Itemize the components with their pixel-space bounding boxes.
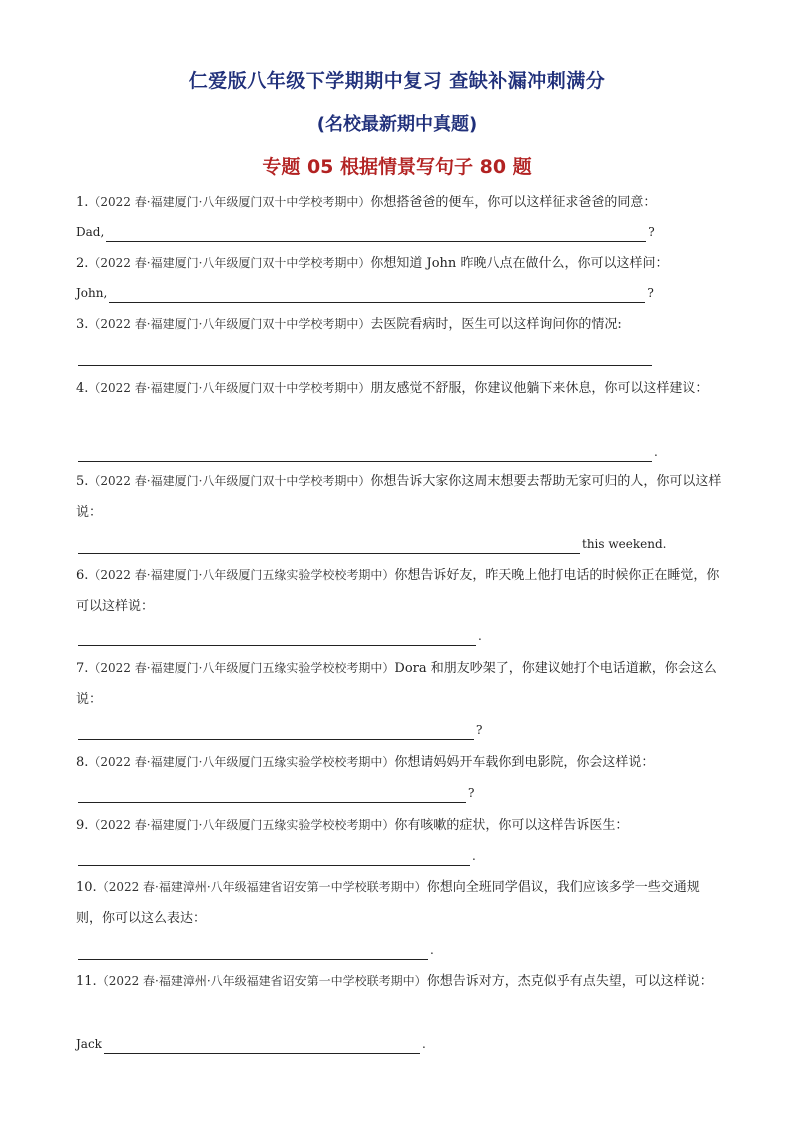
answer-blank[interactable]	[104, 1038, 420, 1054]
answer-blank[interactable]	[109, 287, 645, 303]
answer-suffix: this weekend.	[582, 537, 667, 551]
question-text: 你有咳嗽的症状，你可以这样告诉医生：	[394, 818, 629, 833]
answer-suffix: .	[421, 1037, 426, 1051]
question-source: （2022 春·福建厦门·八年级厦门双十中学校考期中）	[88, 474, 371, 488]
question-text: 你想告诉对方，杰克似乎有点失望，可以这样说：	[426, 974, 713, 989]
question-number: 1.	[76, 195, 89, 210]
answer-blank[interactable]	[78, 787, 466, 803]
question-10	[76, 872, 722, 934]
question-11	[76, 966, 722, 997]
answer-line-1[interactable]	[76, 222, 655, 242]
question-number: 6.	[76, 568, 89, 583]
question-number: 5.	[76, 474, 89, 489]
question-text: 你想向全班同学倡议，我们应该多学一些交通规则，你可以这么表达：	[76, 880, 700, 926]
answer-suffix: ?	[647, 286, 654, 300]
question-number: 2.	[76, 256, 89, 271]
answer-line-10[interactable]	[76, 940, 434, 960]
question-source: （2022 春·福建厦门·八年级厦门双十中学校考期中）	[88, 381, 371, 395]
answer-blank[interactable]	[78, 630, 476, 646]
page-subtitle: (名校最新期中真题)	[316, 114, 478, 135]
answer-line-9[interactable]	[76, 846, 476, 866]
answer-blank[interactable]	[78, 538, 580, 554]
question-source: （2022 春·福建厦门·八年级厦门五缘实验学校校考期中）	[88, 818, 395, 832]
question-text: 你想知道 John 昨晚八点在做什么，你可以这样问：	[370, 256, 669, 271]
question-number: 9.	[76, 818, 89, 833]
question-9	[76, 810, 722, 841]
question-source: （2022 春·福建厦门·八年级厦门五缘实验学校校考期中）	[88, 661, 395, 675]
answer-line-2[interactable]	[76, 283, 654, 303]
question-text: 你想搭爸爸的便车，你可以这样征求爸爸的同意：	[370, 195, 657, 210]
answer-suffix: .	[478, 629, 482, 643]
question-number: 10.	[76, 880, 97, 895]
question-source: （2022 春·福建厦门·八年级厦门双十中学校考期中）	[88, 317, 371, 331]
question-text: 朋友感觉不舒服，你建议他躺下来休息，你可以这样建议：	[370, 381, 709, 396]
question-source: （2022 春·福建厦门·八年级厦门五缘实验学校校考期中）	[88, 755, 395, 769]
question-number: 4.	[76, 381, 89, 396]
question-4	[76, 373, 722, 404]
question-3	[76, 309, 722, 340]
question-1	[76, 187, 722, 218]
page-title: 仁爱版八年级下学期期中复习 查缺补漏冲刺满分	[188, 70, 606, 92]
answer-line-6[interactable]	[76, 626, 482, 646]
question-number: 8.	[76, 755, 89, 770]
answer-suffix: ?	[468, 786, 475, 800]
answer-suffix: ?	[648, 225, 655, 239]
answer-line-11[interactable]	[76, 1034, 426, 1054]
topic-title: 专题 05 根据情景写句子 80 题	[262, 156, 532, 178]
answer-prefix: Dad,	[76, 225, 105, 239]
answer-prefix: Jack	[76, 1037, 102, 1051]
question-5	[76, 466, 722, 528]
question-text: Dora 和朋友吵架了，你建议她打个电话道歉，你会这么说：	[76, 661, 717, 707]
answer-suffix: .	[430, 943, 434, 957]
question-7	[76, 653, 722, 715]
answer-line-5[interactable]	[76, 534, 666, 554]
question-text: 你想请妈妈开车载你到电影院，你会这样说：	[394, 755, 655, 770]
answer-blank[interactable]	[78, 944, 428, 960]
answer-line-3[interactable]	[76, 346, 654, 366]
answer-blank[interactable]	[106, 226, 646, 242]
question-2	[76, 248, 722, 279]
answer-blank[interactable]	[78, 446, 652, 462]
question-8	[76, 747, 722, 778]
question-text: 你想告诉好友，昨天晚上他打电话的时候你正在睡觉，你可以这样说：	[76, 568, 720, 614]
answer-blank[interactable]	[78, 724, 474, 740]
answer-blank[interactable]	[78, 850, 470, 866]
question-number: 11.	[76, 974, 97, 989]
question-source: （2022 春·福建厦门·八年级厦门双十中学校考期中）	[88, 256, 371, 270]
question-source: （2022 春·福建厦门·八年级厦门五缘实验学校校考期中）	[88, 568, 395, 582]
answer-prefix: John,	[76, 286, 108, 300]
answer-line-8[interactable]	[76, 783, 474, 803]
answer-suffix: .	[472, 849, 476, 863]
answer-line-7[interactable]	[76, 720, 482, 740]
question-source: （2022 春·福建漳州·八年级福建省诏安第一中学校联考期中）	[96, 880, 427, 894]
question-number: 3.	[76, 317, 89, 332]
question-number: 7.	[76, 661, 89, 676]
question-6	[76, 560, 722, 622]
question-source: （2022 春·福建漳州·八年级福建省诏安第一中学校联考期中）	[96, 974, 427, 988]
answer-line-4[interactable]	[76, 442, 658, 462]
question-source: （2022 春·福建厦门·八年级厦门双十中学校考期中）	[88, 195, 371, 209]
question-text: 你想告诉大家你这周末想要去帮助无家可归的人，你可以这样说：	[76, 474, 722, 520]
answer-suffix: ?	[476, 723, 483, 737]
answer-suffix: .	[654, 445, 658, 459]
answer-blank[interactable]	[78, 350, 652, 366]
question-text: 去医院看病时，医生可以这样询问你的情况:	[370, 317, 622, 332]
